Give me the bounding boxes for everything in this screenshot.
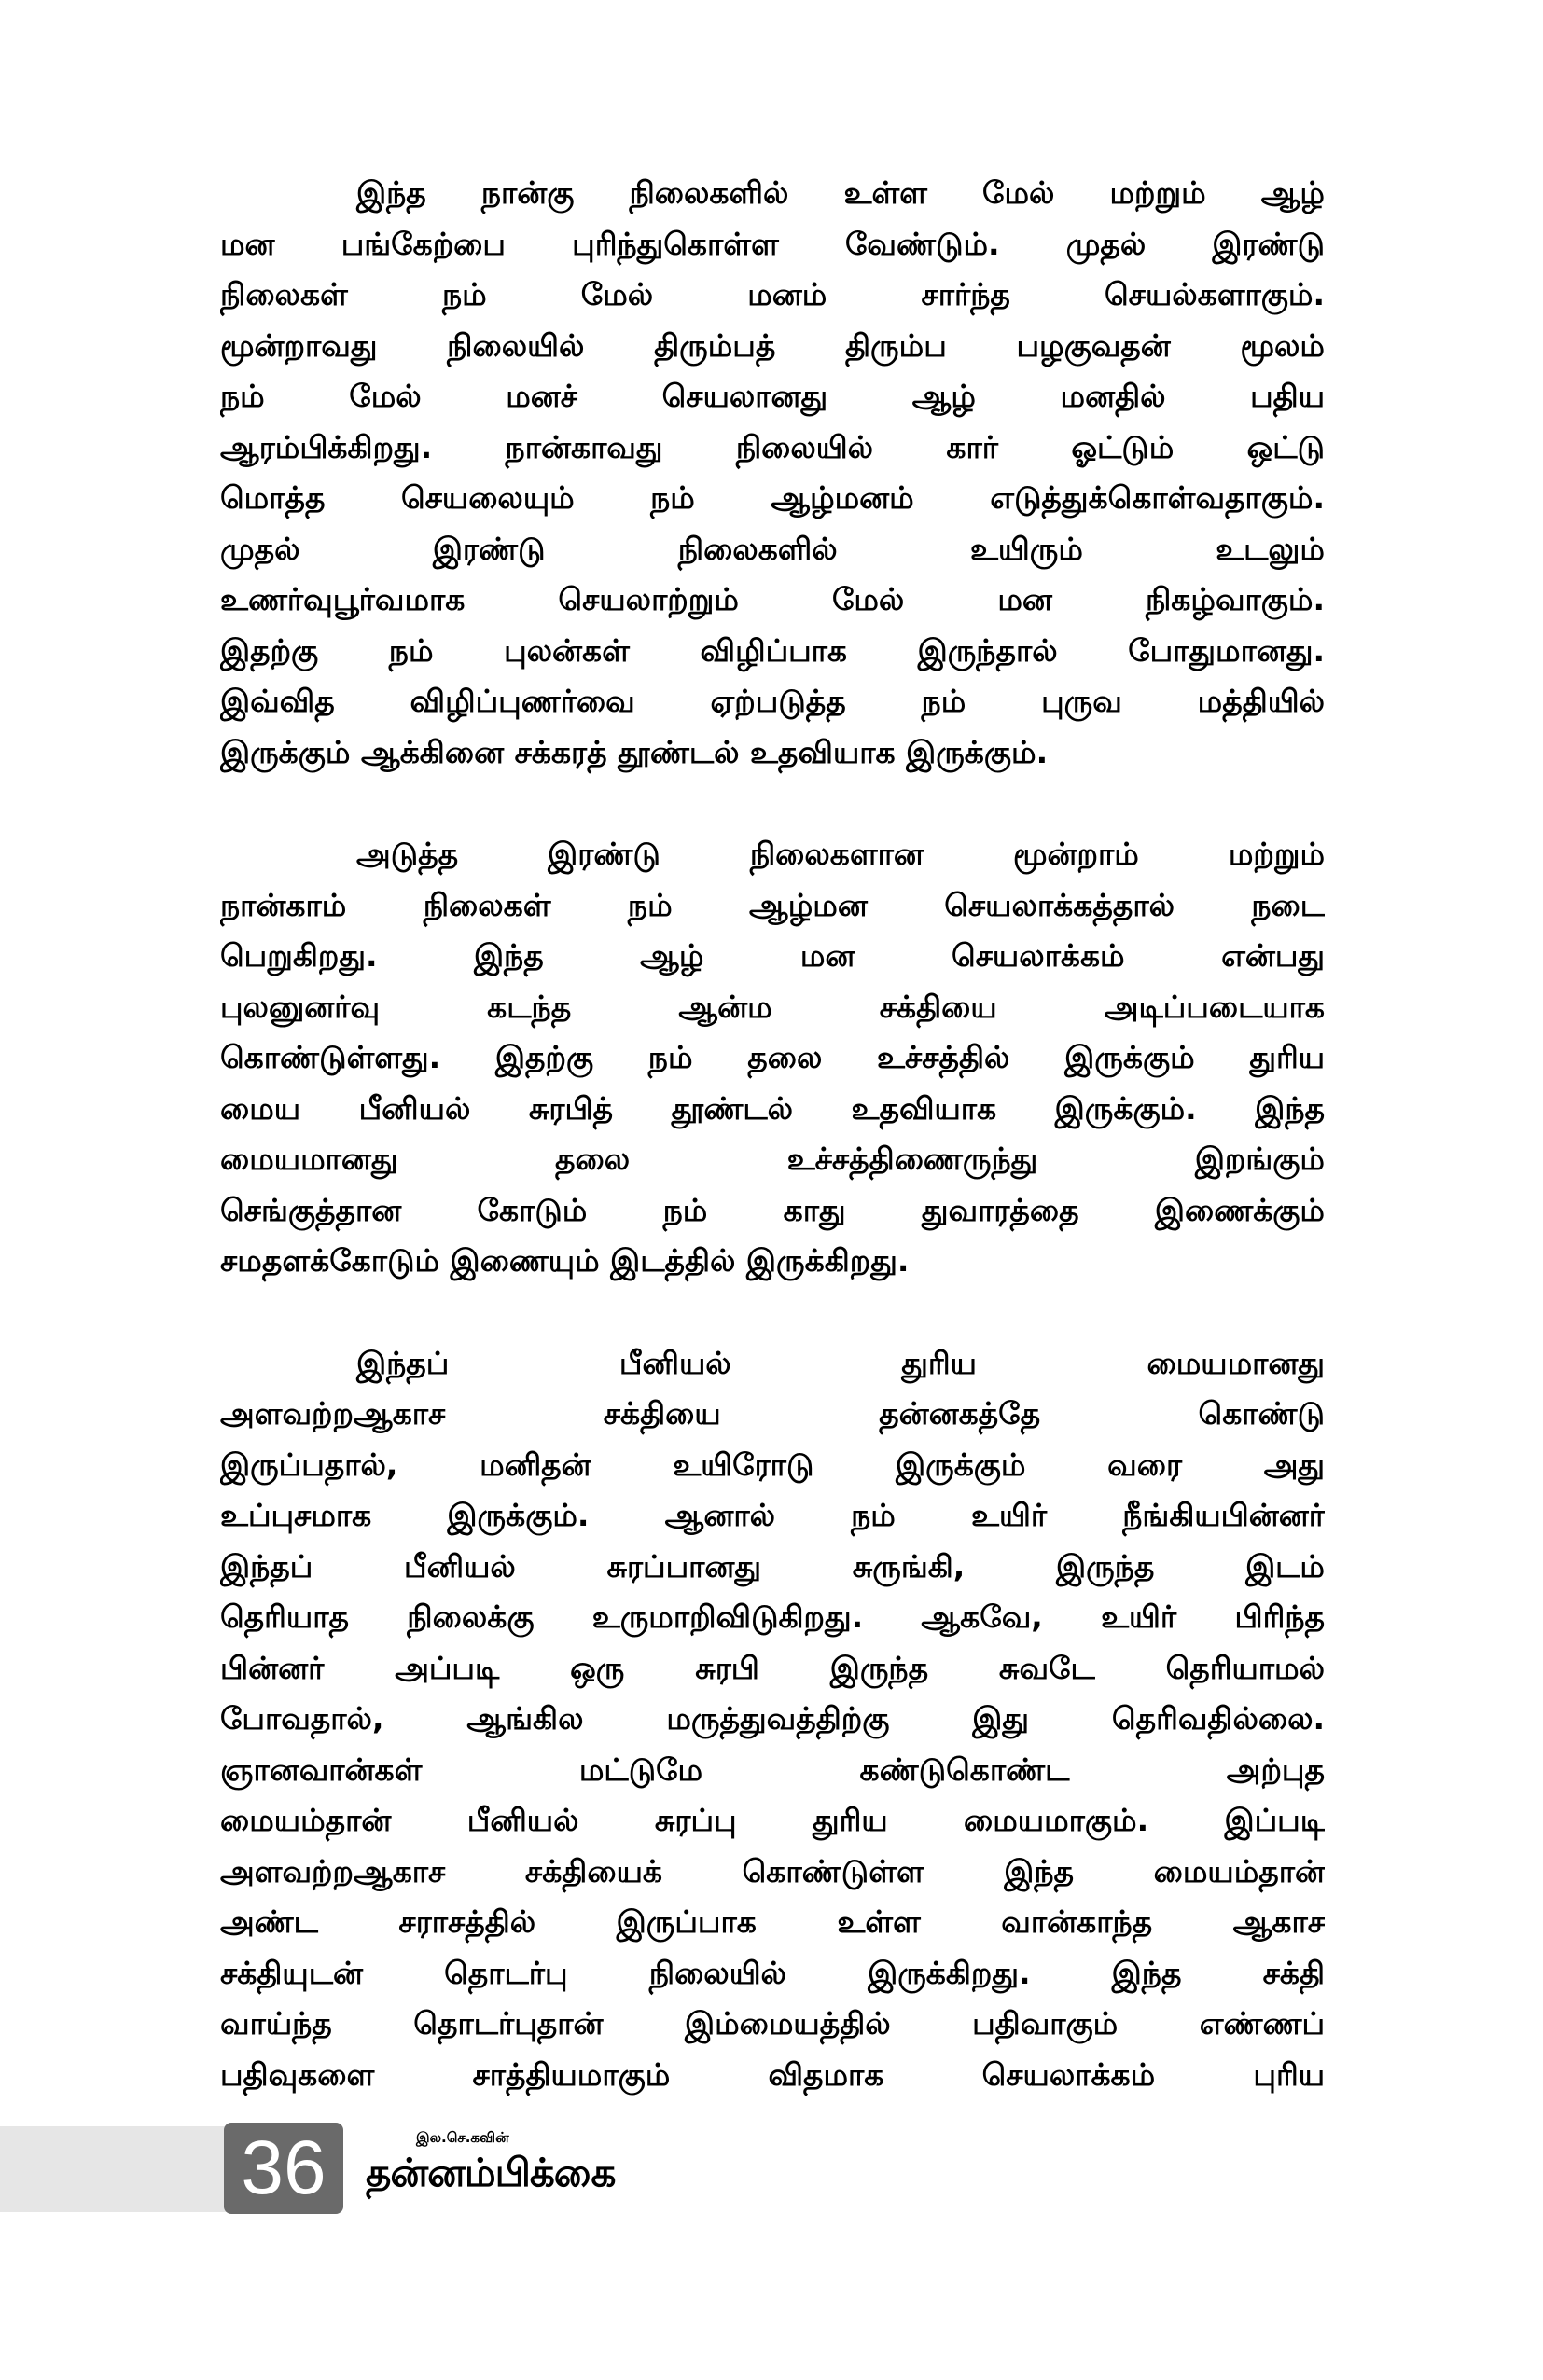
text-line: நிலைகள் நம் மேல் மனம் சார்ந்த செயல்களாகும். bbox=[220, 276, 1325, 312]
text-line: இருப்பதால், மனிதன் உயிரோடு இருக்கும் வரை அது bbox=[220, 1446, 1325, 1483]
text-line: சக்தியுடன் தொடர்பு நிலையில் இருக்கிறது. இந்த சக்தி bbox=[220, 1954, 1325, 1991]
text-line: மொத்த செயலையும் நம் ஆழ்மனம் எடுத்துக்கொள்வதாகும். bbox=[220, 479, 1325, 516]
text-line: பதிவுகளை சாத்தியமாகும் விதமாக செயலாக்கம் புரிய bbox=[220, 2055, 1325, 2093]
text-line: ஞானவான்கள் மட்டுமே கண்டுகொண்ட அற்புத bbox=[220, 1750, 1325, 1788]
text-line: ஆரம்பிக்கிறது. நான்காவது நிலையில் கார் ஓட்டும் ஒட்டு bbox=[220, 428, 1325, 465]
text-line: இதற்கு நம் புலன்கள் விழிப்பாக இருந்தால் போதுமானது. bbox=[220, 631, 1325, 669]
text-line: உணர்வுபூர்வமாக செயலாற்றும் மேல் மன நிகழ்வாகும். bbox=[220, 581, 1325, 617]
text-line: போவதால், ஆங்கில மருத்துவத்திற்கு இது தெரிவதில்லை. bbox=[220, 1700, 1325, 1737]
text-line: இருக்கும் ஆக்கினை சக்கரத் தூண்டல் உதவியாக இருக்கும். bbox=[220, 733, 1049, 770]
paragraph-2 bbox=[220, 829, 1325, 1287]
text-line: அளவற்றஆகாச சக்தியை தன்னகத்தே கொண்டு bbox=[220, 1395, 1325, 1432]
magazine-logo bbox=[366, 2128, 646, 2214]
footer-band bbox=[0, 2126, 233, 2212]
text-line: கொண்டுள்ளது. இதற்கு நம் தலை உச்சத்தில் இருக்கும் துரிய bbox=[220, 1039, 1325, 1075]
body-text bbox=[220, 168, 1325, 2152]
logo-tagline: இல.செ.கவின் bbox=[416, 2129, 509, 2146]
text-line: பெறுகிறது. இந்த ஆழ் மன செயலாக்கம் என்பது bbox=[220, 937, 1325, 974]
text-line: மைய பீனியல் சுரபித் தூண்டல் உதவியாக இருக்கும். இந்த bbox=[220, 1089, 1325, 1127]
text-line: இந்தப் பீனியல் துரிய மையமானது bbox=[356, 1344, 1325, 1381]
text-line: நம் மேல் மனச் செயலானது ஆழ் மனதில் பதிய bbox=[220, 378, 1325, 414]
text-line: முதல் இரண்டு நிலைகளில் உயிரும் உடலும் bbox=[220, 530, 1325, 567]
text-line: புலனுனர்வு கடந்த ஆன்ம சக்தியை அடிப்படையாக bbox=[220, 988, 1325, 1025]
text-line: மூன்றாவது நிலையில் திரும்பத் திரும்ப பழகுவதன் மூலம் bbox=[220, 326, 1325, 364]
text-line: இந்த நான்கு நிலைகளில் உள்ள மேல் மற்றும் ஆழ் bbox=[356, 174, 1325, 211]
text-line: இவ்வித விழிப்புணர்வை ஏற்படுத்த நம் புருவ மத்தியில் bbox=[220, 683, 1325, 719]
text-line: பின்னர் அப்படி ஒரு சுரபி இருந்த சுவடே தெரியாமல் bbox=[220, 1649, 1325, 1686]
text-line: செங்குத்தான கோடும் நம் காது துவாரத்தை இணைக்கும் bbox=[220, 1191, 1325, 1228]
text-line: உப்புசமாக இருக்கும். ஆனால் நம் உயிர் நீங்கியபின்னர் bbox=[220, 1497, 1325, 1533]
text-line: அண்ட சராசத்தில் இருப்பாக உள்ள வான்காந்த ஆகாச bbox=[220, 1903, 1325, 1940]
text-line: மையம்தான் பீனியல் சுரப்பு துரிய மையமாகும். இப்படி bbox=[220, 1802, 1325, 1838]
paragraph-1 bbox=[220, 168, 1325, 778]
page-number: 36 bbox=[224, 2123, 343, 2214]
text-line: இந்தப் பீனியல் சுரப்பானது சுருங்கி, இருந்த இடம் bbox=[220, 1547, 1325, 1584]
text-line: சமதளக்கோடும் இணையும் இடத்தில் இருக்கிறது. bbox=[220, 1242, 910, 1279]
text-line: மையமானது தலை உச்சத்திணைருந்து இறங்கும் bbox=[220, 1141, 1325, 1177]
text-line: தெரியாத நிலைக்கு உருமாறிவிடுகிறது. ஆகவே, உயிர் பிரிந்த bbox=[220, 1598, 1325, 1635]
logo-title: தன்னம்பிக்கை bbox=[366, 2150, 616, 2195]
paragraph-3 bbox=[220, 1338, 1325, 2101]
text-line: நான்காம் நிலைகள் நம் ஆழ்மன செயலாக்கத்தால் நடை bbox=[220, 886, 1325, 923]
text-line: அடுத்த இரண்டு நிலைகளான மூன்றாம் மற்றும் bbox=[356, 836, 1325, 872]
text-line: வாய்ந்த தொடர்புதான் இம்மையத்தில் பதிவாகும் எண்ணப் bbox=[220, 2005, 1325, 2041]
text-line: அளவற்றஆகாச சக்தியைக் கொண்டுள்ள இந்த மையம்தான் bbox=[220, 1852, 1325, 1889]
text-line: மன பங்கேற்பை புரிந்துகொள்ள வேண்டும். முதல் இரண்டு bbox=[220, 225, 1325, 262]
